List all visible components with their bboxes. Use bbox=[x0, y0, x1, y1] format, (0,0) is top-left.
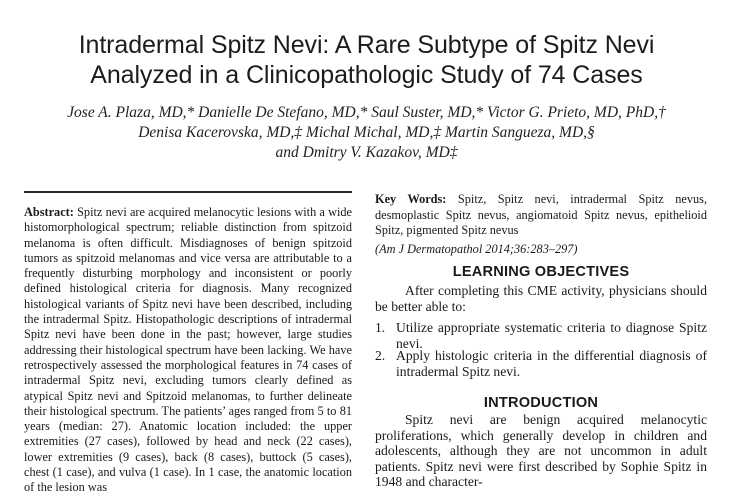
introduction-text: Spitz nevi are benign acquired melanocytic proliferations, which generally develop in children and adolescents, although they are not uncommon in adult patients. Spitz nevi were first described by Sophie Spitz in 1948 and character- bbox=[375, 412, 707, 489]
list-item-number: 2. bbox=[375, 348, 386, 363]
keywords bbox=[375, 192, 707, 239]
introduction-heading: INTRODUCTION bbox=[483, 395, 599, 411]
authors-line-3: and Dmitry V. Kazakov, MD‡ bbox=[275, 144, 458, 161]
list-item-text: Utilize appropriate systematic criteria to diagnose Spitz nevi. bbox=[396, 320, 707, 351]
learning-objective-item bbox=[375, 348, 707, 380]
title-line-2: Analyzed in a Clinicopathologic Study of 74 Cases bbox=[90, 61, 643, 89]
abstract-top-rule bbox=[24, 191, 352, 193]
author-list bbox=[0, 103, 733, 163]
abstract-label: Abstract: bbox=[24, 205, 74, 219]
learning-objectives-heading: LEARNING OBJECTIVES bbox=[452, 264, 630, 280]
keywords-text: Spitz, Spitz nevi, intradermal Spitz nevus, desmoplastic Spitz nevus, angiomatoid Spitz nevus, epithelioid Spitz, pigmented Spitz nevus bbox=[375, 192, 708, 238]
list-item-text: Apply histologic criteria in the differential diagnosis of intradermal Spitz nevi. bbox=[396, 348, 707, 379]
abstract-text: Spitz nevi are acquired melanocytic lesions with a wide histomorphological spectrum; reliable distinction from spitzoid melanoma is often difficult. Misdiagnoses of benign spitzoid tumors as spitzoid melanomas and vice versa are attributable to a frequently disturbing morphology and inconsistent or poorly defined histological criteria for diagnosis. Many recognized histological variants of Spitz nevi have been described, including the intradermal Spitz. Histopathologic descriptions of intradermal Spitz nevi have been done in the past; however, large studies addressing their histological spectrum have been lacking. We have retrospectively assessed the morphological features in 74 cases of intradermal Spitz nevi, excluding tumors clearly defined as atypical Spitz nevi and Spitzoid melanomas, to further delineate their histological spectrum. The patients’ ages ranged from 5 to 81 years (median: 27). Anatomic location included: the upper extremities (27 cases), followed by head and neck (22 cases), lower extremities (9 cases), back (8 cases), buttock (5 cases), chest (1 case), and vulva (1 case). In 1 case, the anatomic location of the lesion was bbox=[24, 205, 353, 495]
abstract bbox=[24, 205, 352, 496]
learning-objectives-intro-text: After completing this CME activity, physicians should be better able to: bbox=[375, 283, 707, 314]
list-item-number: 1. bbox=[375, 320, 386, 335]
article-title bbox=[0, 30, 733, 90]
authors-line-1: Jose A. Plaza, MD,* Danielle De Stefano, MD,* Saul Suster, MD,* Victor G. Prieto, MD, PhD,† bbox=[67, 104, 666, 121]
learning-objectives-intro bbox=[375, 283, 707, 315]
citation: (Am J Dermatopathol 2014;36:283–297) bbox=[375, 242, 578, 256]
authors-line-2: Denisa Kacerovska, MD,‡ Michal Michal, MD,‡ Martin Sangueza, MD,§ bbox=[138, 124, 595, 141]
title-line-1: Intradermal Spitz Nevi: A Rare Subtype of Spitz Nevi bbox=[78, 31, 655, 59]
introduction-body bbox=[375, 412, 707, 490]
keywords-label: Key Words: bbox=[375, 192, 447, 206]
